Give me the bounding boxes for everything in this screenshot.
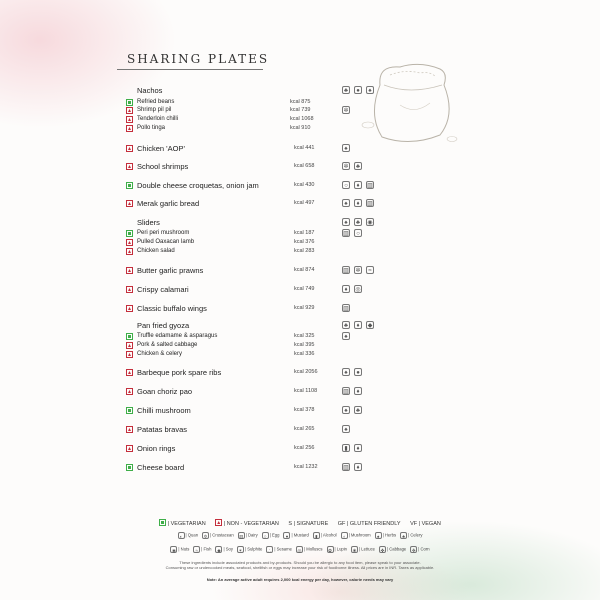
menu-item [0,266,600,276]
menu-item [0,463,600,473]
dairy-icon: ▥ [343,268,349,274]
egg-icon: ○ [262,532,269,539]
allergen-legend-label: | Sesame [274,546,292,552]
dairy-icon: ▥ [367,201,373,207]
lupin-icon: ✿ [328,548,332,553]
crustacean-icon: ✲ [343,108,349,114]
allergen-legend-item [170,546,189,553]
menu-item-kcal: kcal 1068 [290,116,314,122]
menu-item-name: Cheese board [137,463,185,472]
menu-item [0,124,600,134]
menu-item-name: Chicken & celery [137,351,183,357]
allergen-legend-item [202,532,234,539]
veg-marker-icon [126,333,133,340]
nonveg-marker-icon [126,342,133,349]
allergen-legend-row-1 [0,532,600,539]
allergen-legend-label: | Corn [418,546,430,552]
nonveg-marker-icon [126,116,133,123]
menu-item [0,199,600,209]
menu-item-kcal: kcal 283 [294,248,315,254]
nonveg-marker-icon [215,519,222,526]
menu-item [0,444,600,454]
nonveg-marker-icon [126,267,133,274]
menu-item-kcal: kcal 1108 [294,388,318,394]
menu-item [0,425,600,435]
menu-item-kcal: kcal 1232 [294,464,318,470]
menu-item-name: Refried beans [137,99,175,105]
herbs-icon: ♠ [342,332,350,340]
allergen-legend-label: | Egg [269,532,280,538]
veg-marker-icon [126,182,133,189]
dairy-icon: ▥ [343,231,349,237]
allergen-legend-label: | Dairy [245,532,258,538]
herbs-icon: ♠ [342,406,350,414]
dairy-icon: ▥ [367,183,373,189]
menu-item-kcal: kcal 658 [294,163,315,169]
allergen-legend-item [327,546,348,553]
dairy-icon: ▥ [343,465,349,471]
menu-item-name: Chilli mushroom [137,406,191,415]
nonveg-marker-icon [126,286,133,293]
nonveg-marker-icon [126,351,133,358]
allergen-icons [342,199,374,207]
veg-marker-icon [126,407,133,414]
herbs-icon: ♠ [342,425,350,433]
menu-item-kcal: kcal 749 [294,286,315,292]
menu-group-heading [0,218,600,228]
crustacean-icon: ✲ [355,268,361,274]
celery-icon: ♣ [354,406,362,414]
soy-icon: ◆ [217,548,221,553]
alcohol-icon: ▮ [313,532,320,539]
fish-icon: ≈ [366,266,374,274]
allergen-legend-label: | Mushroom [348,532,371,538]
allergen-legend-item [341,532,371,539]
cabbage-icon: ✤ [380,548,385,553]
menu-item-kcal: kcal 2056 [294,369,318,375]
allergen-legend-label: | Lupin [334,546,347,552]
menu-group-heading [0,86,600,96]
menu-item-name: Shrimp pil pil [137,107,172,113]
veg-marker-icon [126,99,133,106]
menu-item-kcal: kcal 336 [294,351,315,357]
menu-item-name: Peri peri mushroom [137,230,190,236]
corn-icon: ❖ [411,548,416,553]
menu-item-kcal: kcal 265 [294,426,315,432]
legend-non-vegetarian [215,521,279,527]
nonveg-marker-icon [126,248,133,255]
allergen-icons [342,406,362,414]
section-title: SHARING PLATES [127,52,270,66]
menu-group-heading [0,321,600,331]
allergen-legend-label: | Nuts [178,546,190,552]
herbs-icon: ♠ [366,86,374,94]
celery-icon: ♣ [354,162,362,170]
allergen-legend-label: | Sulphite [244,546,263,552]
menu-item-name: School shrimps [137,162,189,171]
menu-item-name: Nachos [137,86,163,95]
disclaimer-line-1: These ingredients include associated products and by-products. Should you be allergic to any food item, please speak to your associate. [179,560,421,565]
menu-item-name: Pollo tinga [137,125,166,131]
gluten-icon: ♦ [354,387,362,395]
allergen-legend-item [296,546,323,553]
menu-item-kcal: kcal 910 [290,125,311,131]
gluten-icon: ♦ [354,444,362,452]
nonveg-marker-icon [126,107,133,114]
diet-legend [0,518,600,527]
allergen-legend-item [410,546,429,553]
allergen-legend-label: | Soy [223,546,233,552]
allergen-legend-label: | Herbs [382,532,397,538]
nuts-icon: ◉ [367,220,373,226]
allergen-legend-item [178,532,199,539]
herbs-icon: ♠ [342,144,350,152]
menu-item-kcal: kcal 739 [290,107,311,113]
allergen-legend-item [379,546,406,553]
lettuce-icon: ❀ [352,548,357,553]
mushroom-icon: ♁ [342,534,346,539]
allergen-legend-label: | Alcohol [320,532,337,538]
nonveg-marker-icon [126,125,133,132]
sulphite-icon: ✶ [238,548,243,553]
menu-item [0,304,600,314]
allergen-legend-label: | Mustard [291,532,309,538]
menu-item-kcal: kcal 378 [294,407,315,413]
allergen-icons [342,463,362,471]
menu-item [0,368,600,378]
menu-item [0,350,600,360]
menu-item-kcal: kcal 187 [294,230,315,236]
nonveg-marker-icon [126,163,133,170]
dairy-icon: ▥ [343,306,349,312]
menu-item-name: Classic buffalo wings [137,304,207,313]
fish-icon: ≈ [193,546,200,553]
gluten-icon: ♦ [354,321,362,329]
celery-icon: ♣ [354,218,362,226]
allergen-icons [342,321,374,329]
allergen-legend-label: | Crustacean [210,532,234,538]
sesame-icon: ∴ [266,546,273,553]
menu-item-name: Truffle edamame & asparagus [137,333,218,339]
allergen-icons [342,285,362,293]
celery-icon: ♣ [400,532,407,539]
nonveg-marker-icon [126,239,133,246]
soy-icon: ◆ [367,323,373,329]
menu-item-kcal: kcal 929 [294,305,315,311]
menu-item-name: Goan choriz pao [137,387,193,396]
herbs-icon: ♠ [342,199,350,207]
menu-item-name: Merak garlic bread [137,199,200,208]
crustacean-icon: ✲ [343,164,349,170]
nonveg-marker-icon [126,426,133,433]
allergen-icons [342,229,362,237]
herbs-icon: ♠ [375,532,382,539]
veg-marker-icon [159,519,166,526]
allergen-legend-item [313,532,337,539]
legend-gluten-friendly: GF | GLUTEN FRIENDLY [337,521,401,527]
nonveg-marker-icon [126,145,133,152]
mustard-icon: ● [354,86,362,94]
mustard-icon: ● [354,368,362,376]
celery-icon: ♣ [342,321,350,329]
calorie-note: Note: An average active adult requires 2,000 kcal energy per day, however, calorie needs may vary [206,577,394,582]
nonveg-marker-icon [126,369,133,376]
menu-item-name: Sliders [137,218,160,227]
menu-item [0,247,600,257]
allergen-icons [342,106,350,114]
allergen-legend-item [237,546,262,553]
allergen-legend-item [283,532,308,539]
menu-item-kcal: kcal 497 [294,200,315,206]
veg-marker-icon [126,464,133,471]
celery-icon: ♣ [342,86,350,94]
allergen-legend-label: | Cabbage [387,546,407,552]
menu-item-kcal: kcal 325 [294,333,315,339]
allergen-legend-label: | Quan [185,532,199,538]
legend-vegetarian-label: | VEGETARIAN [167,521,206,527]
legend-signature: S | SIGNATURE [288,521,329,527]
allergen-legend-item [266,546,292,553]
menu-item-kcal: kcal 875 [290,99,311,105]
allergen-icons [342,387,362,395]
gluten-icon: ♦ [354,181,362,189]
quan-icon: ◐ [178,532,185,539]
allergen-icons [342,162,362,170]
allergen-icons [342,181,374,189]
allergen-icons [342,368,362,376]
egg-icon: ○ [342,181,350,189]
nonveg-marker-icon [126,445,133,452]
menu-item-name: Crispy calamari [137,285,189,294]
gluten-icon: ♦ [342,285,350,293]
allergen-legend-item [262,532,280,539]
dairy-icon: ▥ [343,389,349,395]
allergen-icons [342,86,374,94]
gluten-icon: ♦ [354,199,362,207]
menu-item-name: Chicken salad [137,248,175,254]
menu-item-name: Tenderloin chilli [137,116,179,122]
menu-item [0,285,600,295]
nonveg-marker-icon [126,305,133,312]
dairy-icon: ▥ [239,534,244,539]
crustacean-icon: ✲ [203,534,208,539]
allergen-icons [342,218,374,226]
allergen-legend-label: | Lettuce [359,546,375,552]
herbs-icon: ♠ [342,218,350,226]
allergen-legend-row-2 [0,546,600,553]
menu-item-kcal: kcal 874 [294,267,315,273]
menu-item-kcal: kcal 256 [294,445,315,451]
allergen-legend-item [351,546,375,553]
menu-item-name: Pan fried gyoza [137,321,190,330]
menu-item-name: Onion rings [137,444,176,453]
menu-item-name: Patatas bravas [137,425,188,434]
menu-item-kcal: kcal 376 [294,239,315,245]
nuts-icon: ◉ [171,548,176,553]
legend-vegan: VF | VEGAN [410,521,441,527]
menu-item [0,144,600,154]
veg-marker-icon [126,230,133,237]
menu-item [0,162,600,172]
alcohol-icon: ▮ [342,444,350,452]
herbs-icon: ♠ [342,368,350,376]
legend-vegetarian [159,521,206,527]
menu-item-kcal: kcal 395 [294,342,315,348]
allergen-legend-item [238,532,258,539]
menu-item [0,406,600,416]
nonveg-marker-icon [126,200,133,207]
allergen-legend-item [375,532,396,539]
allergen-icons [342,144,350,152]
allergen-icons [342,425,350,433]
disclaimer-line-2: Consuming raw or undercooked meats, seafood, shellfish or eggs may increase your risk of foodborne illness. All prices are in INR. Taxes as applicable. [165,565,435,570]
menu-item-name: Pulled Oaxacan lamb [137,239,195,245]
nonveg-marker-icon [126,388,133,395]
title-divider [117,69,263,70]
menu-item-name: Pork & salted cabbage [137,342,198,348]
allergen-legend-label: | Celery [408,532,423,538]
menu-item [0,387,600,397]
allergen-icons [342,332,350,340]
menu-item-kcal: kcal 441 [294,145,315,151]
allergen-legend-item [400,532,422,539]
gluten-icon: ♦ [354,463,362,471]
allergen-legend-item [215,546,232,553]
mustard-icon: ● [283,532,290,539]
allergen-icons [342,304,350,312]
menu-item-name: Double cheese croquetas, onion jam [137,181,259,190]
menu-item-name: Butter garlic prawns [137,266,204,275]
allergen-legend-label: | Molluscs [303,546,323,552]
allergen-legend-item [193,546,211,553]
menu-item-kcal: kcal 430 [294,182,315,188]
disclaimer [0,560,600,570]
mollusc-icon: ◎ [297,548,302,553]
menu-item [0,181,600,191]
legend-nonveg-label: | NON - VEGETARIAN [223,521,279,527]
menu-item-name: Chicken 'AOP' [137,144,185,153]
allergen-legend-label: | Fish [201,546,212,552]
egg-icon: ○ [354,229,362,237]
menu-item-name: Barbeque pork spare ribs [137,368,222,377]
allergen-icons [342,444,362,452]
allergen-icons [342,266,374,274]
mollusc-icon: ◎ [355,287,361,293]
